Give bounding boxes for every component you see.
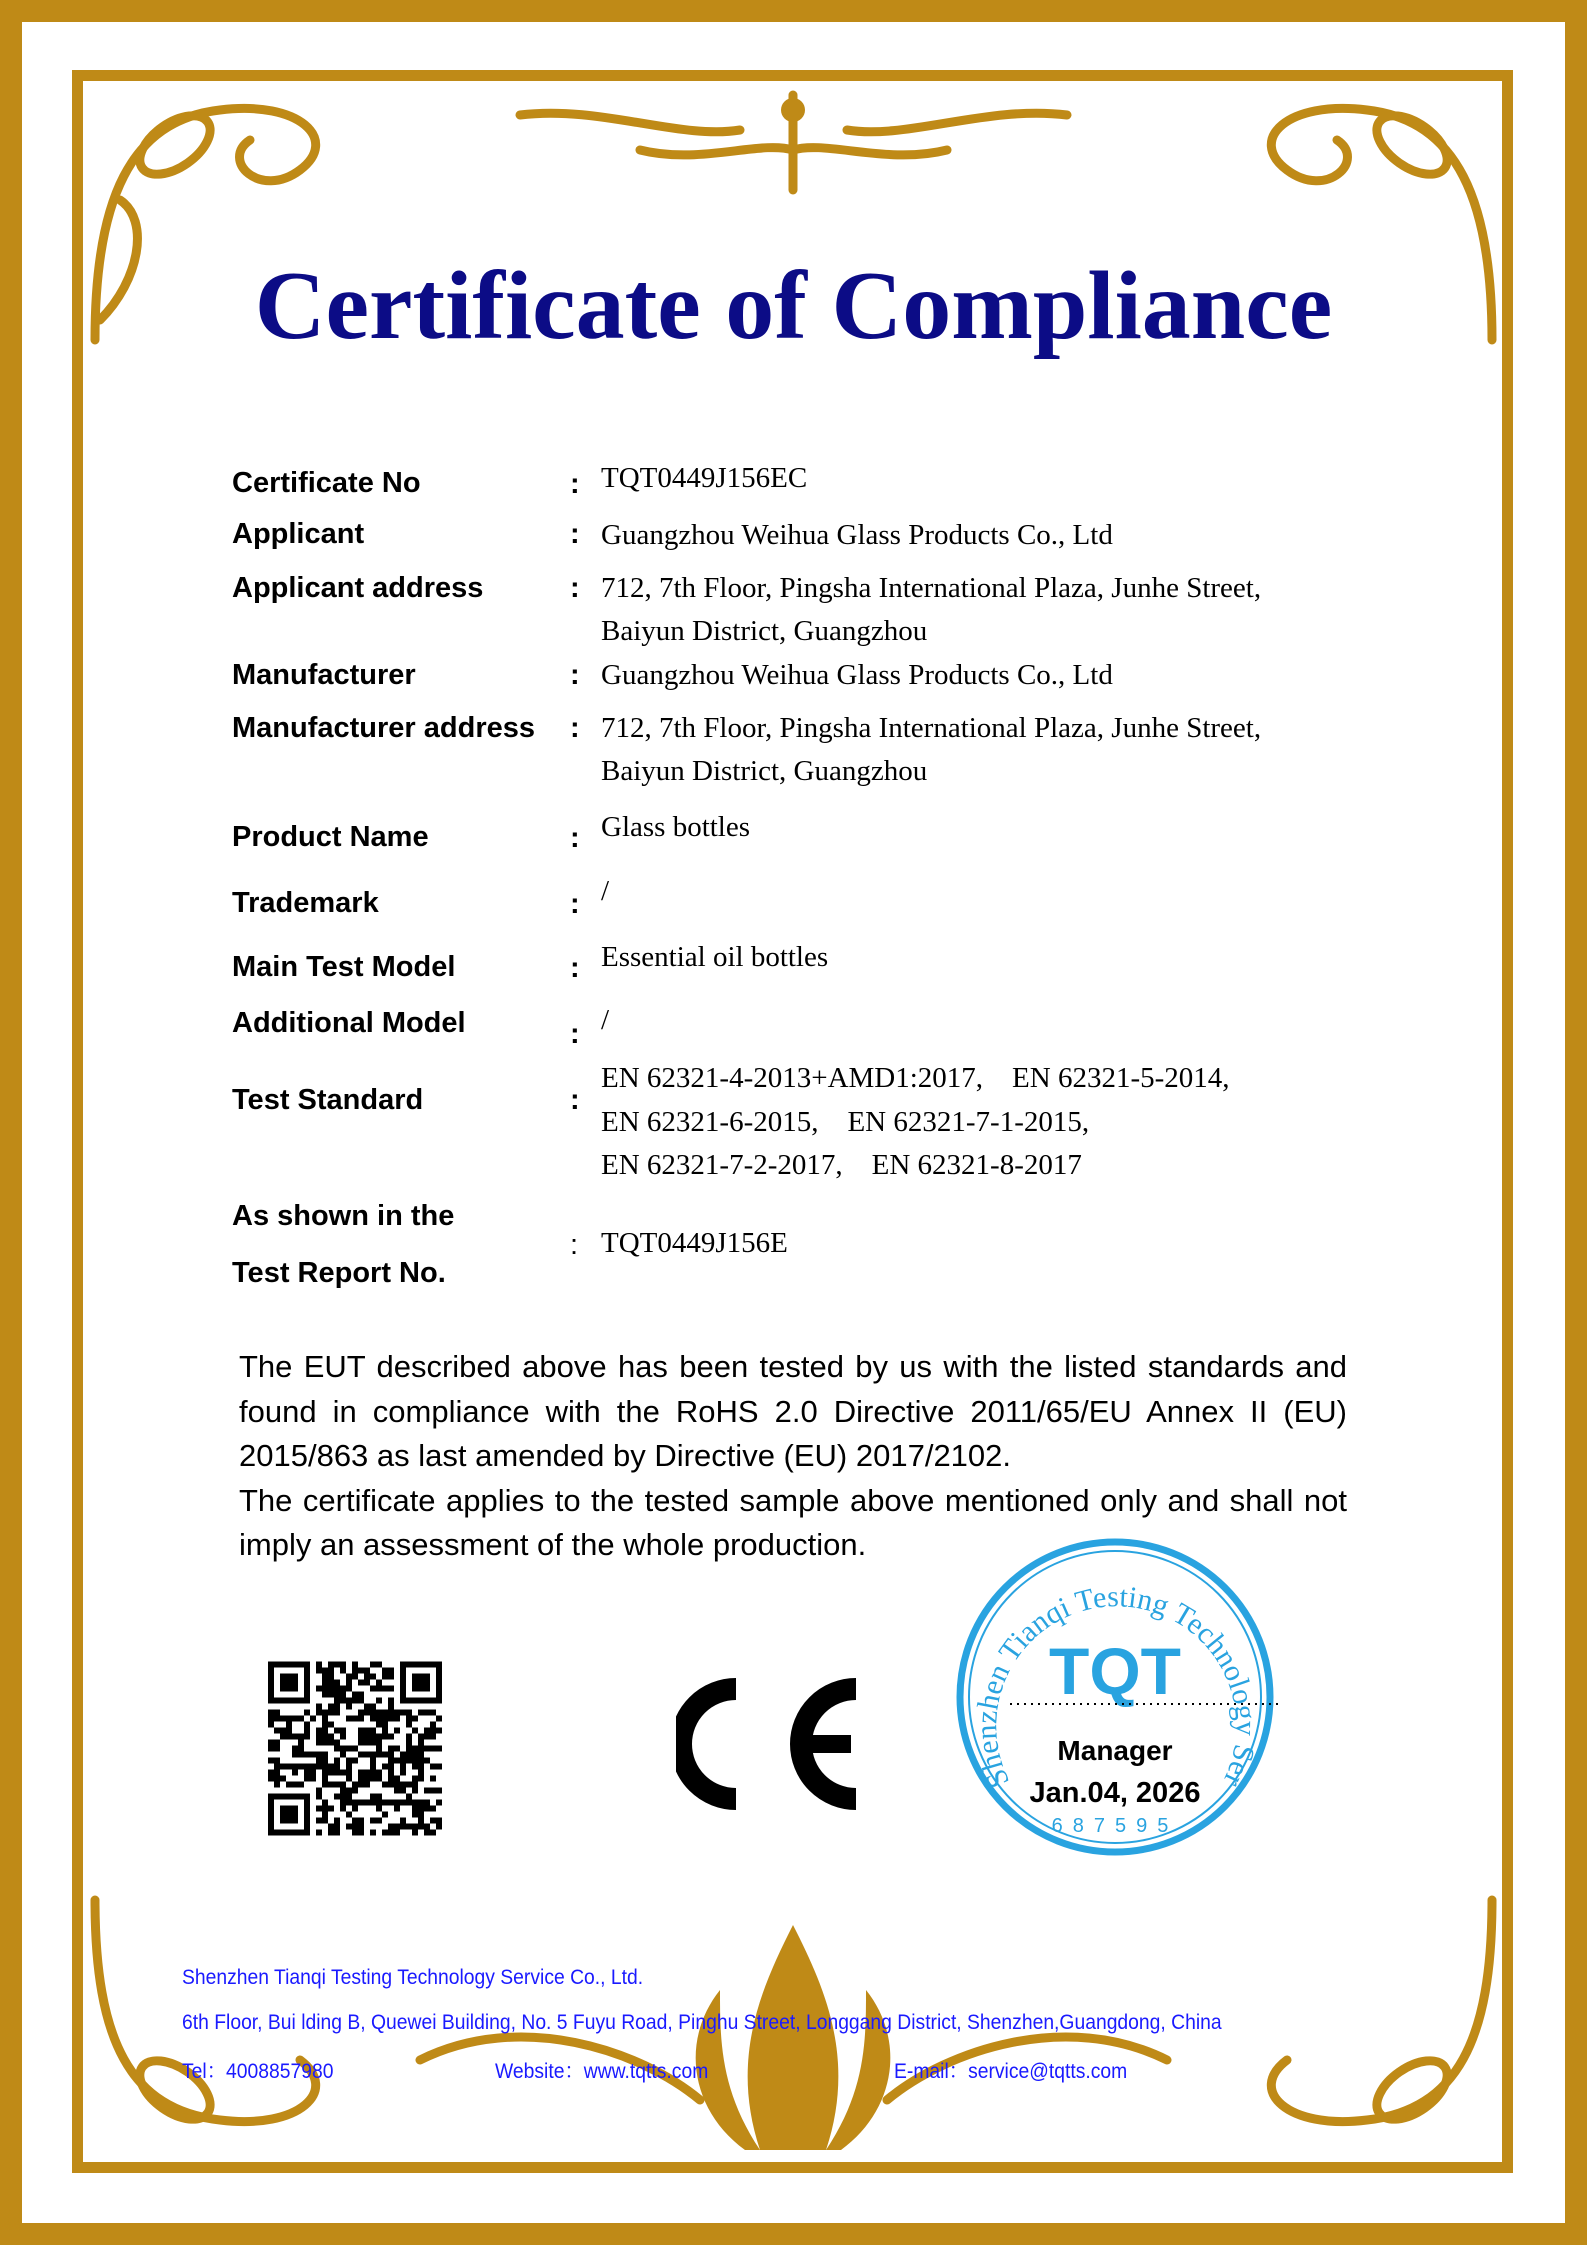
field-label: Additional Model: [232, 1007, 466, 1039]
colon: :: [570, 1018, 580, 1050]
field-label: Manufacturer: [232, 659, 416, 691]
colon: :: [570, 572, 580, 604]
test-standard-line: EN 62321-7-2-2017, EN 62321-8-2017: [601, 1149, 1082, 1181]
field-label: Manufacturer address: [232, 712, 535, 744]
manufacturer-address-line2: Baiyun District, Guangzhou: [601, 755, 928, 787]
applicant-address-line1: 712, 7th Floor, Pingsha International Plaza, Junhe Street,: [601, 572, 1262, 604]
colon: :: [570, 518, 580, 550]
additional-model-value: /: [601, 1004, 610, 1036]
colon: :: [570, 888, 580, 920]
svg-text:TQT: TQT: [1049, 1634, 1181, 1708]
footer-tel: Tel：4008857980: [182, 2060, 334, 2083]
footer-company: Shenzhen Tianqi Testing Technology Service Co., Ltd.: [182, 1966, 644, 1989]
product-name-value: Glass bottles: [601, 811, 751, 843]
statement-text-2: The certificate applies to the tested sample above mentioned only and shall not imply an assessment of the whole production.: [239, 1482, 1347, 1562]
ce-mark-icon: [676, 1675, 864, 1813]
certificate-title: Certificate of Compliance: [254, 252, 1333, 360]
colon: :: [570, 1229, 579, 1261]
test-standard-line: EN 62321-6-2015, EN 62321-7-1-2015,: [601, 1106, 1090, 1138]
seal-ring-icon: [950, 1532, 1280, 1862]
colon: :: [570, 468, 580, 500]
applicant-value: Guangzhou Weihua Glass Products Co., Ltd: [601, 519, 1113, 551]
certificate-number: TQT0449J156EC: [601, 462, 808, 494]
svg-text:Shenzhen Tianqi Testing Techno: Shenzhen Tianqi Testing Technology Ser: [970, 1580, 1263, 1793]
footer-email[interactable]: E-mail：service@tqtts.com: [894, 2060, 1128, 2083]
statement-text: The EUT described above has been tested by us with the listed standards and found in compliance with the RoHS 2.0 Directive 2011/65/EU Annex II (EU) 2015/863 as last amended by Directive (EU) 2017/2102.: [239, 1349, 1347, 1473]
svg-text:687595: 687595: [1051, 1815, 1179, 1837]
test-report-number: TQT0449J156E: [601, 1227, 788, 1259]
field-label: Certificate No: [232, 467, 421, 499]
manufacturer-value: Guangzhou Weihua Glass Products Co., Ltd: [601, 659, 1113, 691]
field-label: Applicant: [232, 518, 365, 550]
colon: :: [570, 712, 580, 744]
colon: :: [570, 822, 580, 854]
footer-website[interactable]: Website：www.tqtts.com: [495, 2060, 709, 2083]
applicant-address-line2: Baiyun District, Guangzhou: [601, 615, 928, 647]
trademark-value: /: [601, 875, 610, 907]
seal-role: Manager: [1057, 1735, 1173, 1766]
colon: :: [570, 659, 580, 691]
footer-address: 6th Floor, Bui lding B, Quewei Building, No. 5 Fuyu Road, Pinghu Street, Longgang District, Shenzhen,Guangdong, China: [182, 2011, 1222, 2034]
colon: :: [570, 952, 580, 984]
company-seal: [950, 1532, 1280, 1862]
main-test-model-value: Essential oil bottles: [601, 941, 829, 973]
field-label: Trademark: [232, 887, 379, 919]
field-label: Test Standard: [232, 1084, 424, 1116]
issue-date: Jan.04, 2026: [1029, 1777, 1201, 1809]
test-standard-line: EN 62321-4-2013+AMD1:2017, EN 62321-5-2014,: [601, 1062, 1230, 1094]
field-label: Applicant address: [232, 572, 484, 604]
field-label: Product Name: [232, 821, 429, 853]
field-label: Test Report No.: [232, 1257, 446, 1289]
manufacturer-address-line1: 712, 7th Floor, Pingsha International Plaza, Junhe Street,: [601, 712, 1262, 744]
field-label: Main Test Model: [232, 951, 456, 983]
qr-code-icon: [268, 1661, 442, 1836]
colon: :: [570, 1084, 580, 1116]
field-label: As shown in the: [232, 1200, 455, 1232]
